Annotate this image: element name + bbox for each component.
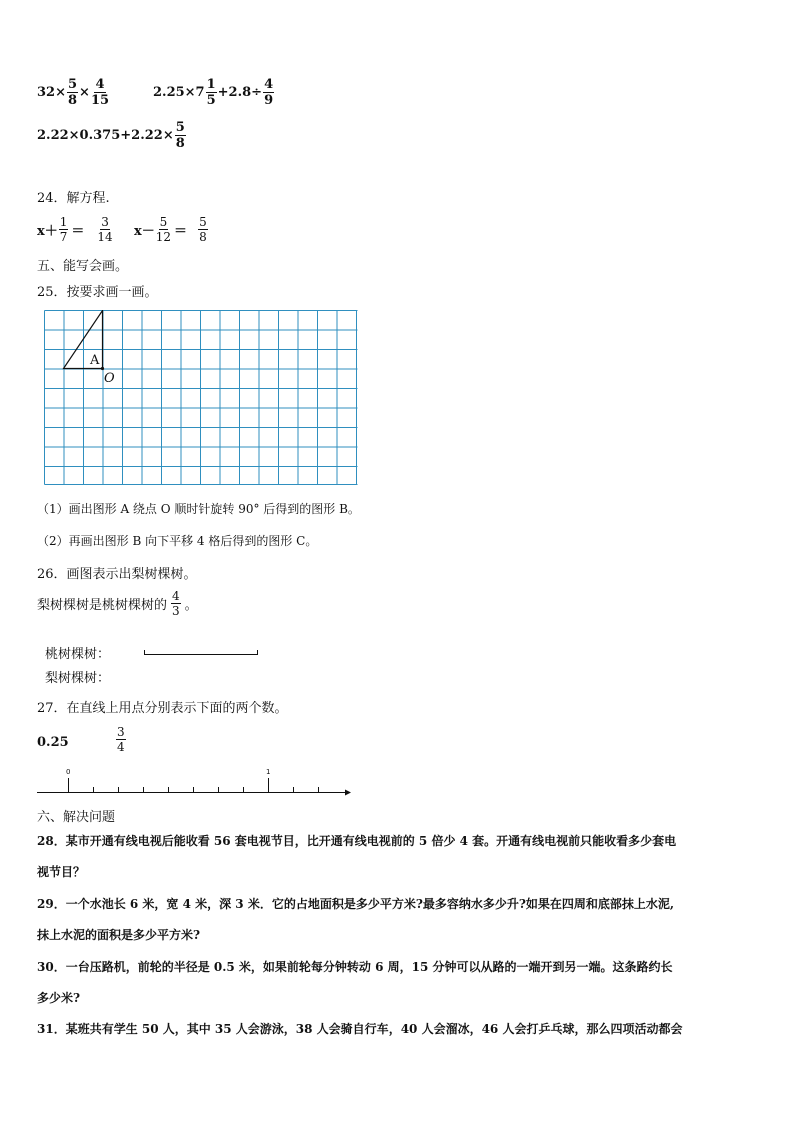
- expr-text: +2.8÷: [217, 85, 263, 100]
- eq-text: x－: [134, 224, 155, 239]
- numerator: 5: [159, 215, 168, 229]
- question-29-line-1: 29．一个水池长 6 米，宽 4 米，深 3 米．它的占地面积是多少平方米?最多容纳水多少升?如果在四周和底部抹上水泥,: [37, 897, 675, 911]
- denominator: 5: [206, 93, 216, 108]
- pear-tree-label: 梨树棵树：: [45, 671, 111, 686]
- question-25-title: 25．按要求画一画。: [37, 285, 158, 300]
- calc-expression-2: [153, 78, 275, 107]
- peach-tree-segment: [144, 650, 258, 655]
- fraction: [206, 78, 217, 107]
- equation-2: [134, 216, 209, 243]
- numerator: 1: [206, 77, 216, 92]
- expr-text: 2.25×7: [153, 85, 205, 100]
- fraction: [59, 216, 69, 243]
- grid-svg: [44, 310, 358, 485]
- question-31-line-1: 31．某班共有学生 50 人，其中 35 人会游泳，38 人会骑自行车，40 人会溜冰，46 人会打乒乓球，那么四项活动都会: [37, 1022, 683, 1036]
- question-25-step-2: （2）再画出图形 B 向下平移 4 格后得到的图形 C。: [37, 534, 318, 548]
- desc-text: 梨树棵树是桃树棵树的: [37, 598, 168, 613]
- denominator: 9: [264, 93, 274, 108]
- denominator: 8: [199, 230, 207, 244]
- fraction: [67, 78, 78, 107]
- peach-tree-label: 桃树棵树：: [45, 647, 111, 662]
- label-o: O: [104, 371, 115, 386]
- denominator: 4: [117, 740, 125, 754]
- fraction: [91, 78, 109, 107]
- fraction: [171, 590, 181, 617]
- question-30-line-1: 30．一台压路机，前轮的半径是 0.5 米，如果前轮每分钟转动 6 周，15 分钟可以从路的一端开到另一端。这条路约长: [37, 960, 673, 974]
- calc-expression-3: [37, 121, 187, 150]
- numerator: 4: [264, 77, 274, 92]
- operator: ×: [79, 85, 90, 100]
- question-24-title: 24．解方程.: [37, 191, 110, 206]
- denominator: 8: [67, 93, 78, 108]
- question-30-line-2: 多少米?: [37, 991, 81, 1005]
- numerator: 4: [95, 77, 105, 92]
- numerator: 5: [175, 120, 185, 135]
- numerator: 3: [101, 215, 109, 229]
- tick-label-0: 0: [66, 768, 71, 776]
- number-line: [37, 765, 353, 799]
- expr-text: 2.22×0.375+2.22×: [37, 128, 174, 143]
- numerator: 5: [67, 77, 78, 92]
- period: 。: [184, 598, 198, 613]
- point-o: [101, 367, 104, 370]
- expr-text: 32×: [37, 85, 66, 100]
- denominator: 12: [155, 230, 172, 244]
- numerator: 5: [199, 215, 207, 229]
- calc-expression-1: [37, 78, 110, 107]
- section-5-heading: 五、能写会画。: [37, 259, 129, 274]
- fraction: [263, 78, 274, 107]
- fraction: [175, 121, 186, 150]
- fraction: [116, 726, 126, 753]
- section-6-heading: 六、解决问题: [37, 810, 116, 825]
- fraction: [97, 216, 112, 243]
- numerator: 3: [117, 725, 125, 739]
- denominator: 15: [90, 93, 110, 108]
- numerator: 1: [59, 215, 68, 229]
- question-26-title: 26．画图表示出梨树棵树。: [37, 567, 197, 582]
- question-25-step-1: （1）画出图形 A 绕点 O 顺时针旋转 90° 后得到的图形 B。: [37, 502, 360, 516]
- question-29-line-2: 抹上水泥的面积是多少平方米?: [37, 928, 201, 942]
- label-a: A: [90, 353, 100, 368]
- numerator: 4: [172, 589, 180, 603]
- eq-text: x＋: [37, 224, 58, 239]
- number-line-svg: [37, 765, 353, 799]
- drawing-grid: [44, 310, 358, 485]
- equals-sign: ＝: [71, 224, 85, 239]
- number-three-quarters: [115, 726, 127, 753]
- number-0-25: 0.25: [37, 735, 69, 750]
- question-28-line-2: 视节目？: [37, 865, 86, 879]
- question-27-title: 27．在直线上用点分别表示下面的两个数。: [37, 701, 288, 716]
- equation-1: [37, 216, 114, 243]
- arrow-right-icon: [345, 790, 351, 796]
- equals-sign: ＝: [174, 224, 188, 239]
- fraction: [156, 216, 171, 243]
- question-28-line-1: 28．某市开通有线电视后能收看 56 套电视节目，比开通有线电视前的 5 倍少 4 套。开通有线电视前只能收看多少套电: [37, 834, 677, 848]
- denominator: 8: [175, 136, 185, 151]
- denominator: 3: [172, 604, 180, 618]
- fraction: [198, 216, 208, 243]
- tick-label-1: 1: [266, 768, 271, 776]
- denominator: 7: [59, 230, 68, 244]
- question-26-description: [37, 590, 198, 617]
- denominator: 14: [97, 230, 113, 244]
